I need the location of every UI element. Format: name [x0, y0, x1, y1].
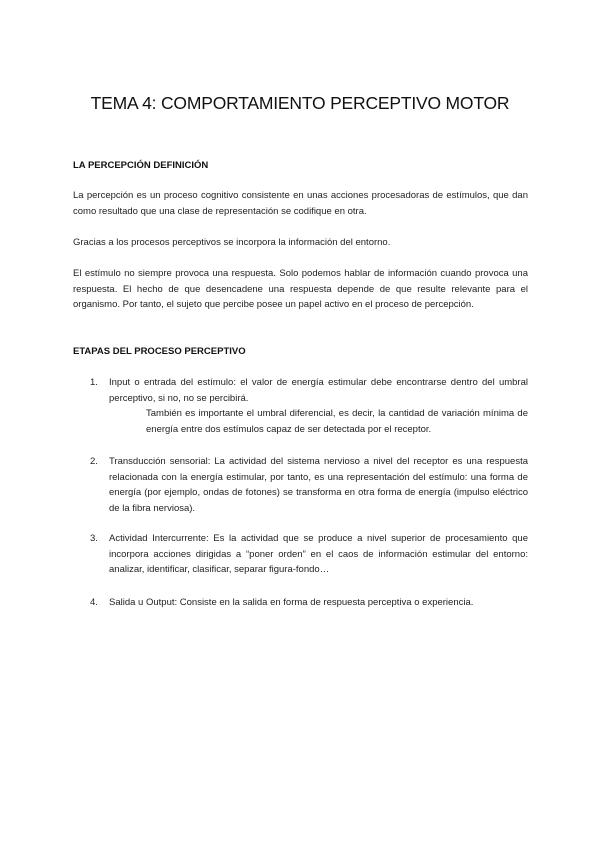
list-item [90, 595, 528, 611]
list-item-number: 1. [90, 377, 98, 388]
section-heading-percepcion: LA PERCEPCIÓN DEFINICIÓN [73, 160, 209, 171]
list-item-number: 4. [90, 597, 98, 608]
list-item-subparagraph: También es importante el umbral diferencial, es decir, la cantidad de variación mínima de energía entre dos estímulos capaz de ser detectada por el receptor. [146, 408, 528, 435]
list-item-number: 3. [90, 533, 98, 544]
list-item [90, 454, 528, 516]
list-item [90, 375, 528, 406]
list-item [90, 531, 528, 578]
section-heading-etapas: ETAPAS DEL PROCESO PERCEPTIVO [73, 346, 246, 357]
page-title: TEMA 4: COMPORTAMIENTO PERCEPTIVO MOTOR [90, 93, 510, 113]
paragraph-estimulo: El estímulo no siempre provoca una respuesta. Solo podemos hablar de información cuando provoca una respuesta. El hecho de que desencadene una respuesta depende de que resulte relevante para el organismo. Por tanto, el sujeto que percibe posee un papel activo en el proceso de percepción. [73, 268, 528, 310]
list-item-text: Actividad Intercurrente: Es la actividad que se produce a nivel superior de procesamiento que incorpora acciones dirigidas a “poner orden” en el caos de información estimular del entorno: analizar, identificar, clasificar, separar figura-fondo… [109, 533, 528, 575]
list-item-number: 2. [90, 456, 98, 467]
list-item-text: Input o entrada del estímulo: el valor de energía estimular debe encontrarse dentro del umbral perceptivo, si no, no se percibirá. [109, 377, 528, 404]
list-item-text: Salida u Output: Consiste en la salida en forma de respuesta perceptiva o experiencia. [109, 597, 474, 608]
paragraph-procesos: Gracias a los procesos perceptivos se incorpora la información del entorno. [73, 237, 391, 248]
paragraph-definicion: La percepción es un proceso cognitivo consistente en unas acciones procesadoras de estímulos, que dan como resultado que una clase de representación se codifique en otra. [73, 190, 528, 217]
list-item-text: Transducción sensorial: La actividad del sistema nervioso a nivel del receptor es una respuesta relacionada con la energía estimular, por tanto, es una representación del estímulo: una forma de energía (por ejemplo, ondas de fotones) se transforma en otra forma de energía (impulso eléctrico de la fibra nerviosa). [109, 456, 528, 514]
